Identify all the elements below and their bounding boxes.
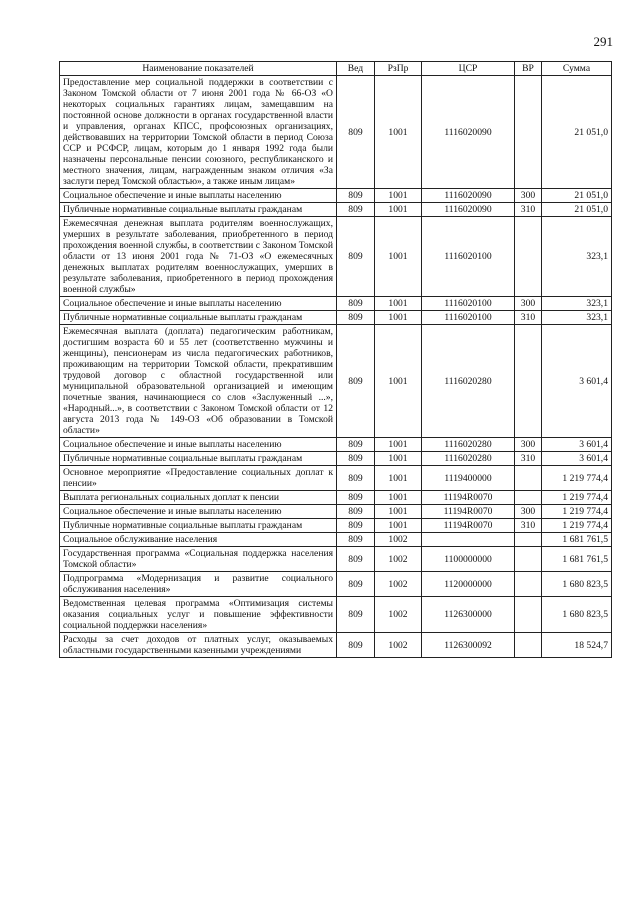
row-vr: 300 bbox=[515, 505, 542, 519]
row-name: Расходы за счет доходов от платных услуг, оказываемых областными государственными казенными учреждениями bbox=[60, 633, 337, 658]
row-name: Публичные нормативные социальные выплаты гражданам bbox=[60, 203, 337, 217]
row-name: Выплата региональных социальных доплат к пенсии bbox=[60, 491, 337, 505]
row-ved: 809 bbox=[337, 519, 375, 533]
row-rzpr: 1001 bbox=[375, 505, 422, 519]
row-sum: 1 219 774,4 bbox=[542, 491, 612, 505]
row-sum: 1 681 761,5 bbox=[542, 533, 612, 547]
row-sum: 1 219 774,4 bbox=[542, 519, 612, 533]
row-vr bbox=[515, 572, 542, 597]
row-csr: 11194R0070 bbox=[422, 491, 515, 505]
row-name: Ведомственная целевая программа «Оптимизация системы оказания социальных услуг и повышение эффективности социальной поддержки населения» bbox=[60, 597, 337, 633]
row-rzpr: 1001 bbox=[375, 519, 422, 533]
row-name: Предоставление мер социальной поддержки в соответствии с Законом Томской области от 7 июня 2001 года № 66-ОЗ «О некоторых социальных гарантиях лицам, замещавшим на постоянной основе должности в органах государственной власти и управления, органах КПСС, профсоюзных организациях, действовавших на территории Томской области в период Союза ССР и РСФСР, лицам, которым до 1 января 1992 года были назначены персональные пенсии союзного, республиканского и местного значения, лицам, награжденным знаком отличия «За заслуги перед Томской областью», а также иным лицам» bbox=[60, 76, 337, 189]
row-rzpr: 1002 bbox=[375, 633, 422, 658]
row-csr: 1116020100 bbox=[422, 297, 515, 311]
row-ved: 809 bbox=[337, 203, 375, 217]
row-rzpr: 1001 bbox=[375, 297, 422, 311]
table-row bbox=[60, 547, 612, 572]
row-name: Социальное обеспечение и иные выплаты населению bbox=[60, 189, 337, 203]
row-name: Основное мероприятие «Предоставление социальных доплат к пенсии» bbox=[60, 466, 337, 491]
row-vr bbox=[515, 325, 542, 438]
row-name: Социальное обеспечение и иные выплаты населению bbox=[60, 505, 337, 519]
row-name: Ежемесячная денежная выплата родителям военнослужащих, умерших в результате заболевания, приобретенного в период прохождения военной службы, в соответствии с Законом Томской области от 13 июня 2001 года № 71-ОЗ «О ежемесячных денежных выплатах родителям военнослужащих, умерших в результате заболевания, приобретенного в период прохождения военной службы» bbox=[60, 217, 337, 297]
header-vr: ВР bbox=[515, 62, 542, 76]
row-csr: 1100000000 bbox=[422, 547, 515, 572]
row-ved: 809 bbox=[337, 189, 375, 203]
row-csr: 1116020100 bbox=[422, 311, 515, 325]
row-csr: 1116020280 bbox=[422, 438, 515, 452]
row-vr bbox=[515, 533, 542, 547]
row-ved: 809 bbox=[337, 533, 375, 547]
table-row bbox=[60, 297, 612, 311]
table-row bbox=[60, 466, 612, 491]
row-rzpr: 1001 bbox=[375, 438, 422, 452]
row-sum: 1 219 774,4 bbox=[542, 505, 612, 519]
row-rzpr: 1001 bbox=[375, 203, 422, 217]
header-sum: Сумма bbox=[542, 62, 612, 76]
row-vr: 310 bbox=[515, 203, 542, 217]
row-vr: 300 bbox=[515, 189, 542, 203]
row-sum: 1 680 823,5 bbox=[542, 597, 612, 633]
row-sum: 323,1 bbox=[542, 217, 612, 297]
row-rzpr: 1001 bbox=[375, 189, 422, 203]
row-ved: 809 bbox=[337, 297, 375, 311]
table-row bbox=[60, 572, 612, 597]
header-ved: Вед bbox=[337, 62, 375, 76]
row-rzpr: 1001 bbox=[375, 452, 422, 466]
row-sum: 3 601,4 bbox=[542, 452, 612, 466]
row-name: Социальное обеспечение и иные выплаты населению bbox=[60, 297, 337, 311]
row-rzpr: 1001 bbox=[375, 325, 422, 438]
row-sum: 3 601,4 bbox=[542, 438, 612, 452]
row-csr: 1116020090 bbox=[422, 76, 515, 189]
row-vr bbox=[515, 547, 542, 572]
table-row bbox=[60, 519, 612, 533]
row-ved: 809 bbox=[337, 491, 375, 505]
row-csr: 11194R0070 bbox=[422, 505, 515, 519]
table-row bbox=[60, 217, 612, 297]
table-row bbox=[60, 491, 612, 505]
row-sum: 3 601,4 bbox=[542, 325, 612, 438]
row-csr: 1116020100 bbox=[422, 217, 515, 297]
row-name: Ежемесячная выплата (доплата) педагогическим работникам, достигшим возраста 60 и 55 лет (соответственно мужчины и женщины), пенсионерам из числа педагогических работников, проживающим на территории Томской области, прекратившим трудовой договор с областной государственной или муниципальной образовательной организацией и имеющим почетные звания, начинающиеся со слов «Заслуженный ...», «Народный...», в соответствии с Законом Томской области от 12 августа 2013 года № 149-ОЗ «Об образовании в Томской области» bbox=[60, 325, 337, 438]
row-sum: 21 051,0 bbox=[542, 203, 612, 217]
row-vr: 310 bbox=[515, 519, 542, 533]
row-name: Государственная программа «Социальная поддержка населения Томской области» bbox=[60, 547, 337, 572]
row-vr bbox=[515, 76, 542, 189]
row-rzpr: 1001 bbox=[375, 491, 422, 505]
row-ved: 809 bbox=[337, 572, 375, 597]
table-row bbox=[60, 311, 612, 325]
row-ved: 809 bbox=[337, 311, 375, 325]
row-sum: 323,1 bbox=[542, 311, 612, 325]
row-ved: 809 bbox=[337, 633, 375, 658]
budget-table bbox=[59, 61, 612, 658]
row-rzpr: 1001 bbox=[375, 217, 422, 297]
row-ved: 809 bbox=[337, 466, 375, 491]
table-row bbox=[60, 452, 612, 466]
table-row bbox=[60, 505, 612, 519]
row-ved: 809 bbox=[337, 438, 375, 452]
row-sum: 18 524,7 bbox=[542, 633, 612, 658]
row-rzpr: 1002 bbox=[375, 572, 422, 597]
row-csr: 1116020280 bbox=[422, 452, 515, 466]
table-row bbox=[60, 189, 612, 203]
row-rzpr: 1001 bbox=[375, 76, 422, 189]
header-name: Наименование показателей bbox=[60, 62, 337, 76]
row-rzpr: 1002 bbox=[375, 597, 422, 633]
row-sum: 1 219 774,4 bbox=[542, 466, 612, 491]
row-ved: 809 bbox=[337, 217, 375, 297]
row-name: Социальное обеспечение и иные выплаты населению bbox=[60, 438, 337, 452]
row-csr: 1120000000 bbox=[422, 572, 515, 597]
row-vr: 300 bbox=[515, 438, 542, 452]
row-ved: 809 bbox=[337, 76, 375, 189]
header-rzpr: РзПр bbox=[375, 62, 422, 76]
row-rzpr: 1002 bbox=[375, 547, 422, 572]
row-ved: 809 bbox=[337, 597, 375, 633]
table-row bbox=[60, 533, 612, 547]
row-ved: 809 bbox=[337, 505, 375, 519]
header-csr: ЦСР bbox=[422, 62, 515, 76]
row-sum: 21 051,0 bbox=[542, 189, 612, 203]
row-csr: 1116020090 bbox=[422, 189, 515, 203]
row-sum: 323,1 bbox=[542, 297, 612, 311]
table-row bbox=[60, 438, 612, 452]
row-rzpr: 1001 bbox=[375, 466, 422, 491]
row-rzpr: 1002 bbox=[375, 533, 422, 547]
table-row bbox=[60, 325, 612, 438]
row-csr: 11194R0070 bbox=[422, 519, 515, 533]
row-name: Публичные нормативные социальные выплаты гражданам bbox=[60, 519, 337, 533]
row-sum: 1 680 823,5 bbox=[542, 572, 612, 597]
row-rzpr: 1001 bbox=[375, 311, 422, 325]
row-csr: 1126300000 bbox=[422, 597, 515, 633]
row-name: Подпрограмма «Модернизация и развитие социального обслуживания населения» bbox=[60, 572, 337, 597]
row-vr bbox=[515, 217, 542, 297]
row-ved: 809 bbox=[337, 452, 375, 466]
row-csr: 1116020280 bbox=[422, 325, 515, 438]
row-vr bbox=[515, 491, 542, 505]
table-row bbox=[60, 76, 612, 189]
row-sum: 1 681 761,5 bbox=[542, 547, 612, 572]
page-number: 291 bbox=[593, 34, 613, 49]
row-csr: 1116020090 bbox=[422, 203, 515, 217]
row-name: Публичные нормативные социальные выплаты гражданам bbox=[60, 311, 337, 325]
row-vr: 310 bbox=[515, 452, 542, 466]
row-vr bbox=[515, 466, 542, 491]
row-csr: 1126300092 bbox=[422, 633, 515, 658]
row-ved: 809 bbox=[337, 325, 375, 438]
table-row bbox=[60, 203, 612, 217]
row-vr bbox=[515, 633, 542, 658]
row-name: Социальное обслуживание населения bbox=[60, 533, 337, 547]
table-row bbox=[60, 633, 612, 658]
row-vr bbox=[515, 597, 542, 633]
row-csr: 1119400000 bbox=[422, 466, 515, 491]
row-ved: 809 bbox=[337, 547, 375, 572]
row-name: Публичные нормативные социальные выплаты гражданам bbox=[60, 452, 337, 466]
row-csr bbox=[422, 533, 515, 547]
row-sum: 21 051,0 bbox=[542, 76, 612, 189]
row-vr: 310 bbox=[515, 311, 542, 325]
table-row bbox=[60, 597, 612, 633]
row-vr: 300 bbox=[515, 297, 542, 311]
table-header-row bbox=[60, 62, 612, 76]
